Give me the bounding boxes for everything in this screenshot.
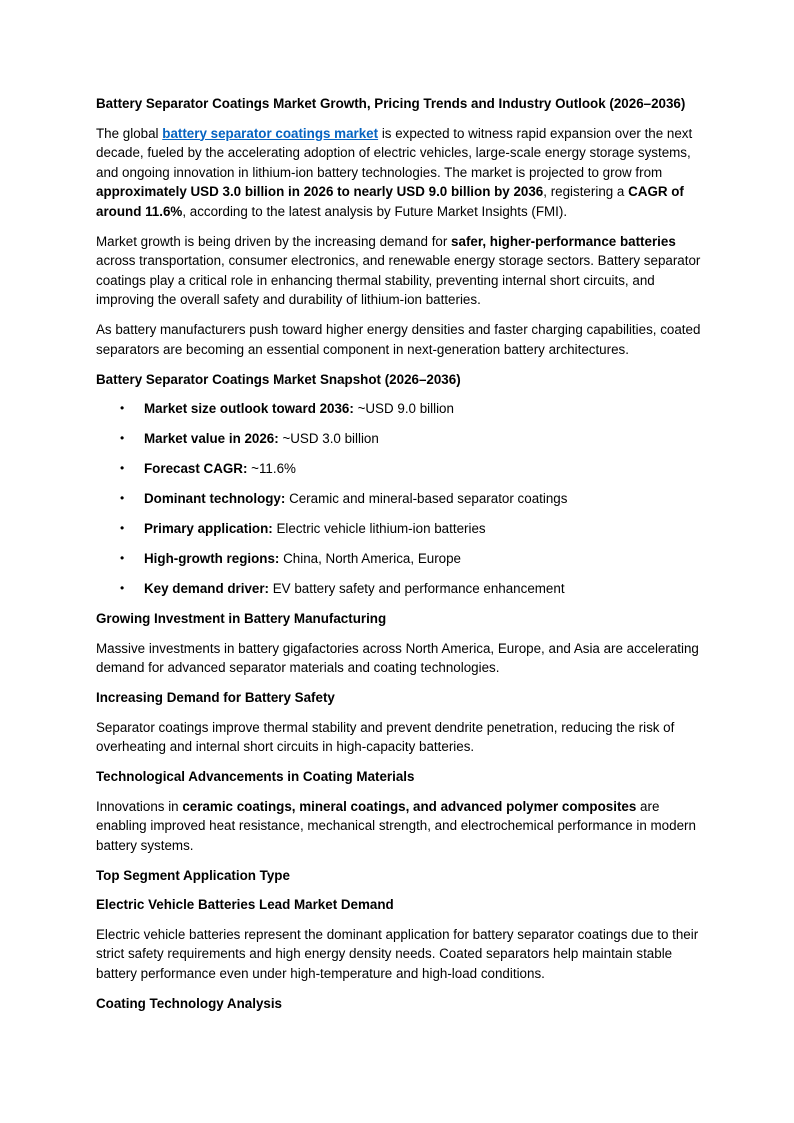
intro-paragraph bbox=[96, 124, 702, 222]
tech-text-2: are enabling improved heat resistance, mechanical strength, and electrochemical performance in modern battery systems. bbox=[96, 798, 696, 853]
document-title: Battery Separator Coatings Market Growth, Pricing Trends and Industry Outlook (2026–2036) bbox=[96, 96, 686, 111]
snapshot-list bbox=[96, 399, 702, 599]
snapshot-item-label: Primary application: bbox=[144, 521, 273, 536]
intro-text-2: is expected to witness rapid expansion over the next decade, fueled by the accelerating adoption of electric vehicles, large-scale energy storage systems, and ongoing innovation in lithium-ion battery technologies. The market is projected to grow from bbox=[96, 125, 693, 180]
intro-text-1: The global bbox=[96, 125, 163, 141]
segment-heading: Top Segment Application Type bbox=[96, 867, 290, 883]
growth-bold: safer, higher-performance batteries bbox=[451, 233, 676, 249]
tech-bold: ceramic coatings, mineral coatings, and advanced polymer composites bbox=[182, 798, 637, 814]
safety-paragraph: Separator coatings improve thermal stability and prevent dendrite penetration, reducing the risk of overheating and internal short circuits in high-capacity batteries. bbox=[96, 719, 675, 754]
bullet-icon: • bbox=[120, 461, 125, 475]
snapshot-heading: Battery Separator Coatings Market Snapshot (2026–2036) bbox=[96, 371, 461, 387]
safety-heading: Increasing Demand for Battery Safety bbox=[96, 690, 335, 705]
manufacturers-paragraph: As battery manufacturers push toward higher energy densities and faster charging capabilities, coated separators are becoming an essential component in next-generation battery architectures. bbox=[96, 322, 701, 357]
growth-text-2: across transportation, consumer electronics, and renewable energy storage sectors. Battery separator coatings play a critical role in enhancing thermal stability, preventing internal short circuits, and improving the overall safety and durability of lithium-ion batteries. bbox=[96, 253, 701, 307]
snapshot-item bbox=[96, 579, 702, 599]
coating-heading: Coating Technology Analysis bbox=[96, 995, 283, 1011]
snapshot-item-label: Key demand driver: bbox=[144, 581, 270, 596]
ev-heading: Electric Vehicle Batteries Lead Market Demand bbox=[96, 897, 394, 912]
snapshot-item bbox=[96, 519, 702, 539]
bullet-icon: • bbox=[120, 551, 125, 565]
snapshot-item-value: Electric vehicle lithium-ion batteries bbox=[272, 521, 486, 536]
investment-heading: Growing Investment in Battery Manufacturing bbox=[96, 611, 387, 626]
snapshot-item-label: Dominant technology: bbox=[144, 491, 286, 506]
snapshot-item-label: Market size outlook toward 2036: bbox=[144, 401, 354, 416]
snapshot-item bbox=[96, 399, 702, 419]
snapshot-item bbox=[96, 459, 702, 479]
bullet-icon: • bbox=[120, 521, 125, 535]
snapshot-item-label: Forecast CAGR: bbox=[144, 461, 248, 476]
snapshot-item-label: High-growth regions: bbox=[144, 551, 280, 566]
intro-text-3: , registering a bbox=[543, 184, 629, 199]
tech-text-1: Innovations in bbox=[96, 798, 183, 814]
snapshot-item-value: China, North America, Europe bbox=[279, 551, 461, 566]
snapshot-item-value: Ceramic and mineral-based separator coatings bbox=[285, 491, 568, 506]
intro-bold-forecast: approximately USD 3.0 billion in 2026 to nearly USD 9.0 billion by 2036 bbox=[96, 184, 544, 199]
document-page bbox=[96, 94, 702, 1023]
bullet-icon: • bbox=[120, 491, 125, 505]
investment-paragraph: Massive investments in battery gigafactories across North America, Europe, and Asia are accelerating demand for advanced separator materials and coating technologies. bbox=[96, 640, 699, 675]
snapshot-item-value: EV battery safety and performance enhancement bbox=[269, 581, 565, 596]
snapshot-item bbox=[96, 549, 702, 569]
growth-text-1: Market growth is being driven by the increasing demand for bbox=[96, 233, 452, 249]
intro-bold-cagr: CAGR of around 11.6% bbox=[96, 184, 684, 219]
snapshot-item-label: Market value in 2026: bbox=[144, 431, 279, 446]
intro-text-4: , according to the latest analysis by Future Market Insights (FMI). bbox=[182, 203, 568, 219]
snapshot-item-value: ~USD 9.0 billion bbox=[353, 401, 454, 416]
snapshot-item bbox=[96, 429, 702, 449]
bullet-icon: • bbox=[120, 431, 125, 445]
ev-paragraph: Electric vehicle batteries represent the dominant application for battery separator coatings due to their strict safety requirements and high energy density needs. Coated separators help maintain stable battery performance even under high-temperature and high-load conditions. bbox=[96, 926, 699, 981]
growth-paragraph bbox=[96, 232, 702, 310]
snapshot-item-value: ~USD 3.0 billion bbox=[278, 431, 379, 446]
bullet-icon: • bbox=[120, 401, 125, 415]
market-report-link[interactable]: battery separator coatings market bbox=[162, 125, 379, 141]
tech-paragraph bbox=[96, 797, 702, 856]
tech-heading: Technological Advancements in Coating Materials bbox=[96, 769, 415, 784]
bullet-icon: • bbox=[120, 581, 125, 595]
snapshot-item-value: ~11.6% bbox=[247, 461, 296, 476]
snapshot-item bbox=[96, 489, 702, 509]
